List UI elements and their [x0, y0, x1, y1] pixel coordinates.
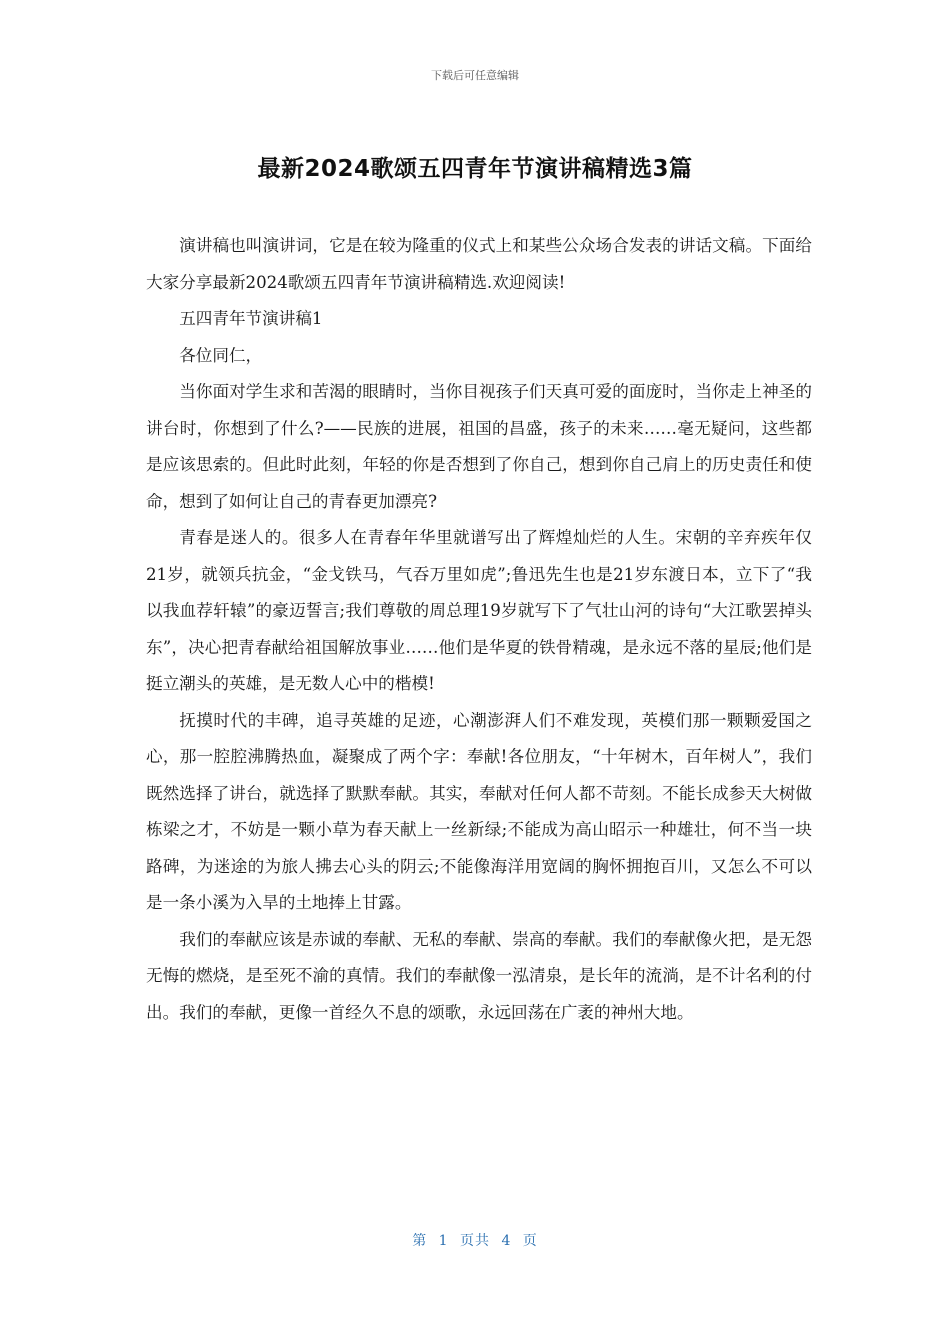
intro-paragraph: 演讲稿也叫演讲词，它是在较为隆重的仪式上和某些公众场合发表的讲话文稿。下面给大家分享最新2024歌颂五四青年节演讲稿精选.欢迎阅读!: [146, 236, 812, 292]
section-title: 五四青年节演讲稿1: [179, 309, 323, 328]
body-paragraph: 当你面对学生求和苦渴的眼睛时，当你目视孩子们天真可爱的面庞时，当你走上神圣的讲台时，你想到了什么?——民族的进展，祖国的昌盛，孩子的未来……毫无疑问，这些都是应该思索的。但此时此刻，年轻的你是否想到了你自己，想到你自己肩上的历史责任和使命，想到了如何让自己的青春更加漂亮?: [146, 382, 812, 511]
body-paragraph: 抚摸时代的丰碑，追寻英雄的足迹，心潮澎湃人们不难发现，英模们那一颗颗爱国之心，那一腔腔沸腾热血，凝聚成了两个字：奉献!各位朋友，“十年树木，百年树人”，我们既然选择了讲台，就选择了默默奉献。其实，奉献对任何人都不苛刻。不能长成参天大树做栋梁之才，不妨是一颗小草为春天献上一丝新绿;不能成为高山昭示一种雄壮，何不当一块路碑，为迷途的为旅人拂去心头的阴云;不能像海洋用宽阔的胸怀拥抱百川，又怎么不可以是一条小溪为入旱的土地捧上甘露。: [146, 710, 812, 912]
page-footer: 第 1 页共 4 页: [412, 1233, 538, 1249]
body-paragraph: 青春是迷人的。很多人在青春年华里就谱写出了辉煌灿烂的人生。宋朝的辛弃疾年仅21岁，就领兵抗金，“金戈铁马，气吞万里如虎”;鲁迅先生也是21岁东渡日本，立下了“我以我血荐轩辕”的豪迈誓言;我们尊敬的周总理19岁就写下了气壮山河的诗句“大江歌罢掉头东”，决心把青春献给祖国解放事业……他们是华夏的铁骨精魂，是永远不落的星辰;他们是挺立潮头的英雄，是无数人心中的楷模!: [146, 528, 812, 693]
page-header: 下载后可任意编辑: [431, 69, 519, 82]
body-paragraph: 我们的奉献应该是赤诚的奉献、无私的奉献、崇高的奉献。我们的奉献像火把，是无怨无悔的燃烧，是至死不渝的真情。我们的奉献像一泓清泉，是长年的流淌，是不计名利的付出。我们的奉献，更像一首经久不息的颂歌，永远回荡在广袤的神州大地。: [146, 929, 812, 1022]
document-body: [146, 228, 812, 1031]
greeting: 各位同仁，: [179, 345, 263, 365]
document-title: 最新2024歌颂五四青年节演讲稿精选3篇: [257, 156, 693, 182]
